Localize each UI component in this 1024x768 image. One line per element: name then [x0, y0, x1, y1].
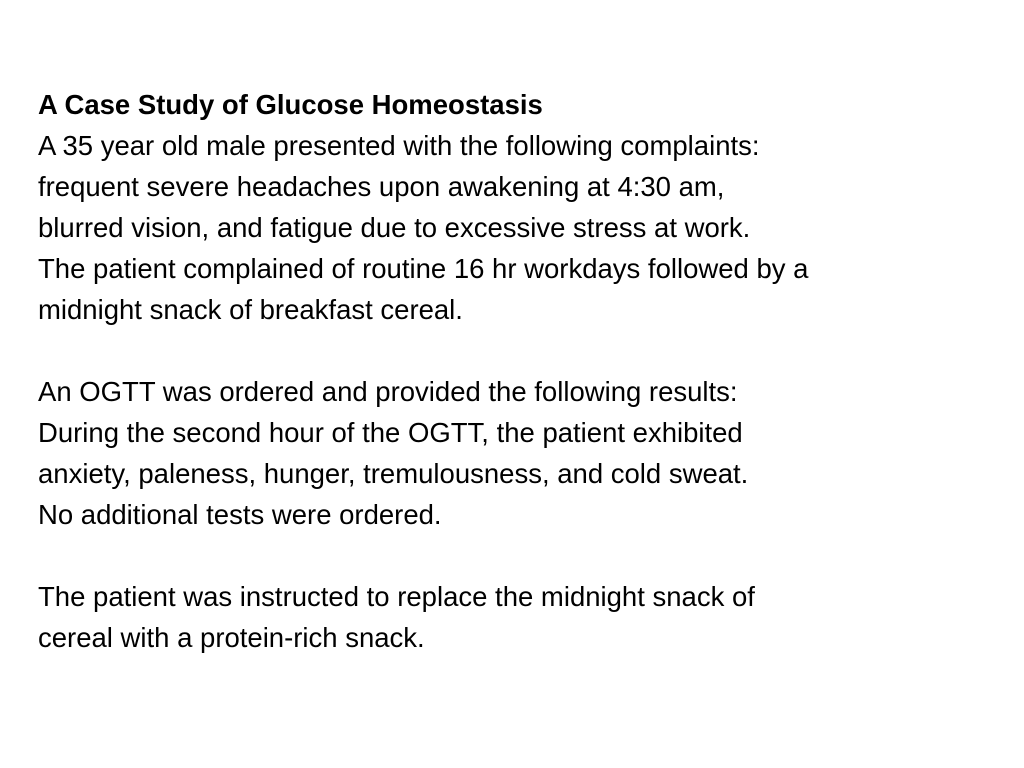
case-study-text	[38, 84, 1013, 658]
text-line: blurred vision, and fatigue due to excessive stress at work.	[38, 212, 751, 243]
text-line: During the second hour of the OGTT, the patient exhibited	[38, 417, 743, 448]
paragraph-spacer	[38, 330, 1013, 371]
text-line: cereal with a protein-rich snack.	[38, 622, 425, 653]
text-line: The patient was instructed to replace the midnight snack of	[38, 581, 755, 612]
text-line: An OGTT was ordered and provided the following results:	[38, 376, 738, 407]
paragraph-presentation	[38, 125, 1013, 330]
text-line: A 35 year old male presented with the following complaints:	[38, 130, 760, 161]
paragraph-instructions	[38, 576, 1013, 658]
text-line: anxiety, paleness, hunger, tremulousness, and cold sweat.	[38, 458, 749, 489]
paragraph-spacer	[38, 535, 1013, 576]
text-line: No additional tests were ordered.	[38, 499, 442, 530]
text-line: frequent severe headaches upon awakening at 4:30 am,	[38, 171, 725, 202]
text-line: midnight snack of breakfast cereal.	[38, 294, 463, 325]
case-study-title: A Case Study of Glucose Homeostasis	[38, 89, 543, 120]
text-line: The patient complained of routine 16 hr workdays followed by a	[38, 253, 809, 284]
paragraph-ogtt-results	[38, 371, 1013, 535]
